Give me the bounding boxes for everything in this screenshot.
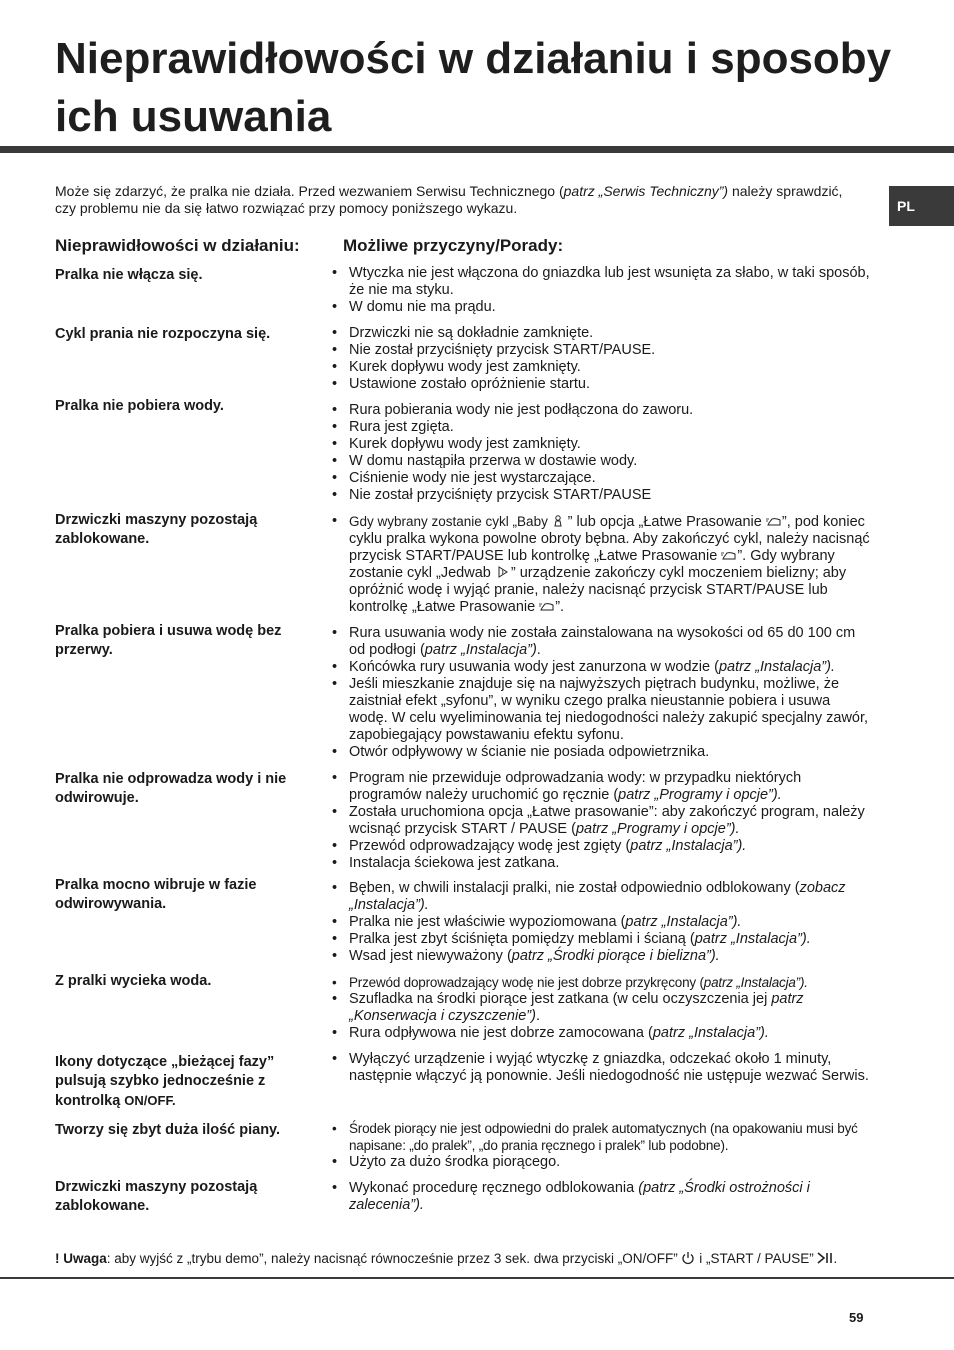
problems-column-header: Nieprawidłowości w działaniu:: [55, 236, 300, 255]
causes-list: [331, 1180, 871, 1214]
problem-label: Pralka nie pobiera wody.: [55, 398, 224, 414]
list-item: • Przewód doprowadzający wodę nie jest dobrze przykręcony (patrz „Instalacja”).: [331, 974, 871, 991]
easy-iron-icon: [721, 549, 737, 561]
list-item: • Rura usuwania wody nie została zainstalowana na wysokości od 65 d0 100 cm od podłogi (patrz „Instalacja”).: [331, 625, 871, 659]
footer-divider: [0, 1277, 954, 1279]
list-item: • Pralka nie jest właściwie wypoziomowana (patrz „Instalacja”).: [331, 914, 871, 931]
list-item: • Drzwiczki nie są dokładnie zamknięte.: [331, 325, 871, 342]
causes-list: [331, 770, 871, 872]
problem-label: Drzwiczki maszyny pozostają zablokowane.: [55, 1179, 258, 1214]
list-item: • Wtyczka nie jest włączona do gniazdka lub jest wsunięta za słabo, w taki sposób, że nie ma styku.: [331, 265, 871, 299]
page-title: Nieprawidłowości w działaniu i sposoby ich usuwania: [55, 34, 892, 141]
demo-mode-note: ! Uwaga: aby wyjść z „trybu demo”, należy nacisnąć równocześnie przez 3 sek. dwa przyciski „ON/OFF” i „START / PAUSE” .: [55, 1251, 838, 1266]
causes-list: [331, 625, 871, 761]
problem-label: Pralka pobiera i usuwa wodę bez przerwy.: [55, 623, 282, 658]
list-item: • Wykonać procedurę ręcznego odblokowania (patrz „Środki ostrożności i zalecenia”).: [331, 1180, 871, 1214]
list-item: • Gdy wybrany zostanie cykl „Baby ” lub opcja „Łatwe Prasowanie ”, pod koniec cyklu pralka wykona powolne obroty bębna. Aby zakończyć cykl, należy nacisnąć przycisk START/PAUSE lub kontrolkę „Łatwe Prasowanie ”. Gdy wybrany zostanie cykl „Jedwab ” urządzenie zakończy cykl moczeniem bielizny; aby opróżnić wodę i wyjąć pranie, należy nacisnąć przycisk START/PAUSE lub kontrolkę „Łatwe Prasowanie ”.: [331, 513, 871, 616]
list-item: • W domu nie ma prądu.: [331, 299, 871, 316]
language-badge: PL: [889, 186, 954, 226]
list-item: • Rura odpływowa nie jest dobrze zamocowana (patrz „Instalacja”).: [331, 1025, 871, 1042]
list-item: • Została uruchomiona opcja „Łatwe prasowanie”: aby zakończyć program, należy wcisnąć przycisk START / PAUSE (patrz „Programy i opcje”).: [331, 804, 871, 838]
play-pause-icon: [817, 1251, 833, 1265]
list-item: • Instalacja ściekowa jest zatkana.: [331, 855, 871, 872]
list-item: • Nie został przyciśnięty przycisk START/PAUSE: [331, 487, 871, 504]
problem-label: Drzwiczki maszyny pozostają zablokowane.: [55, 512, 258, 547]
problem-label: Pralka nie odprowadza wody i nie odwirowuje.: [55, 771, 287, 806]
problem-label: Pralka nie włącza się.: [55, 267, 203, 283]
causes-list: [331, 325, 871, 393]
list-item: • Ciśnienie wody nie jest wystarczające.: [331, 470, 871, 487]
list-item: • Otwór odpływowy w ścianie nie posiada odpowietrznika.: [331, 744, 871, 761]
list-item: • Jeśli mieszkanie znajduje się na najwyższych piętrach budynku, możliwe, że zaistniał efekt „syfonu”, w wyniku czego pralka nieustannie pobiera i usuwa wodę. W celu wyeliminowania tej niedogodności należy zakupić specjalny zawór, zapobiegający powstawaniu efektu syfonu.: [331, 676, 871, 744]
list-item: • Kurek dopływu wody jest zamknięty.: [331, 436, 871, 453]
causes-list: [331, 402, 871, 504]
causes-list: [331, 1051, 871, 1085]
list-item: • Wyłączyć urządzenie i wyjąć wtyczkę z gniazdka, odczekać około 1 minuty, następnie włączyć ją ponownie. Jeśli niedogodność nie ustępuje wezwać Serwis.: [331, 1051, 871, 1085]
list-item: • Bęben, w chwili instalacji pralki, nie został odpowiednio odblokowany (zobacz „Instalacja”).: [331, 880, 871, 914]
problem-label: Pralka mocno wibruje w fazie odwirowywania.: [55, 877, 257, 912]
causes-column-header: Możliwe przyczyny/Porady:: [343, 236, 564, 255]
list-item: • Program nie przewiduje odprowadzania wody: w przypadku niektórych programów należy uruchomić go ręcznie (patrz „Programy i opcje”).: [331, 770, 871, 804]
title-divider: [0, 146, 954, 153]
silk-cycle-icon: [495, 566, 511, 578]
list-item: • Szufladka na środki piorące jest zatkana (w celu oczyszczenia jej patrz „Konserwacja i czyszczenie”).: [331, 991, 871, 1025]
problem-label: Z pralki wycieka woda.: [55, 973, 212, 989]
causes-list: [331, 265, 871, 316]
problem-label: Ikony dotyczące „bieżącej fazy” pulsują szybko jednocześnie z kontrolką ON/OFF.: [55, 1054, 275, 1109]
list-item: • Rura pobierania wody nie jest podłączona do zaworu.: [331, 402, 871, 419]
power-icon: [681, 1251, 695, 1265]
easy-iron-icon: [766, 515, 782, 527]
list-item: • Ustawione zostało opróżnienie startu.: [331, 376, 871, 393]
list-item: • Nie został przyciśnięty przycisk START/PAUSE.: [331, 342, 871, 359]
list-item: • Końcówka rury usuwania wody jest zanurzona w wodzie (patrz „Instalacja”).: [331, 659, 871, 676]
problem-label: Tworzy się zbyt duża ilość piany.: [55, 1122, 281, 1138]
causes-list: [331, 974, 871, 1042]
list-item: • Kurek dopływu wody jest zamknięty.: [331, 359, 871, 376]
list-item: • Rura jest zgięta.: [331, 419, 871, 436]
causes-list: [331, 880, 871, 965]
note-mark: ! Uwaga: [55, 1251, 107, 1266]
list-item: • Użyto za dużo środka piorącego.: [331, 1154, 871, 1171]
causes-list: [331, 1120, 871, 1171]
list-item: • Wsad jest niewyważony (patrz „Środki piorące i bielizna”).: [331, 948, 871, 965]
easy-iron-icon: [539, 600, 555, 612]
baby-cycle-icon: [552, 515, 568, 527]
intro-paragraph: Może się zdarzyć, że pralka nie działa. Przed wezwaniem Serwisu Technicznego (patrz „Serwis Techniczny”) należy sprawdzić, czy problemu nie da się łatwo rozwiązać przy pomocy poniższego wykazu.: [55, 183, 843, 216]
list-item: • Przewód odprowadzający wodę jest zgięty (patrz „Instalacja”).: [331, 838, 871, 855]
list-item: • Środek piorący nie jest odpowiedni do pralek automatycznych (na opakowaniu musi być napisane: „do pralek”, „do prania ręcznego i pralek” lub podobne).: [331, 1120, 871, 1154]
list-item: • W domu nastąpiła przerwa w dostawie wody.: [331, 453, 871, 470]
problem-label: Cykl prania nie rozpoczyna się.: [55, 326, 271, 342]
causes-list: [331, 513, 871, 616]
page-number: 59: [849, 1310, 864, 1325]
list-item: • Pralka jest zbyt ściśnięta pomiędzy meblami i ścianą (patrz „Instalacja”).: [331, 931, 871, 948]
